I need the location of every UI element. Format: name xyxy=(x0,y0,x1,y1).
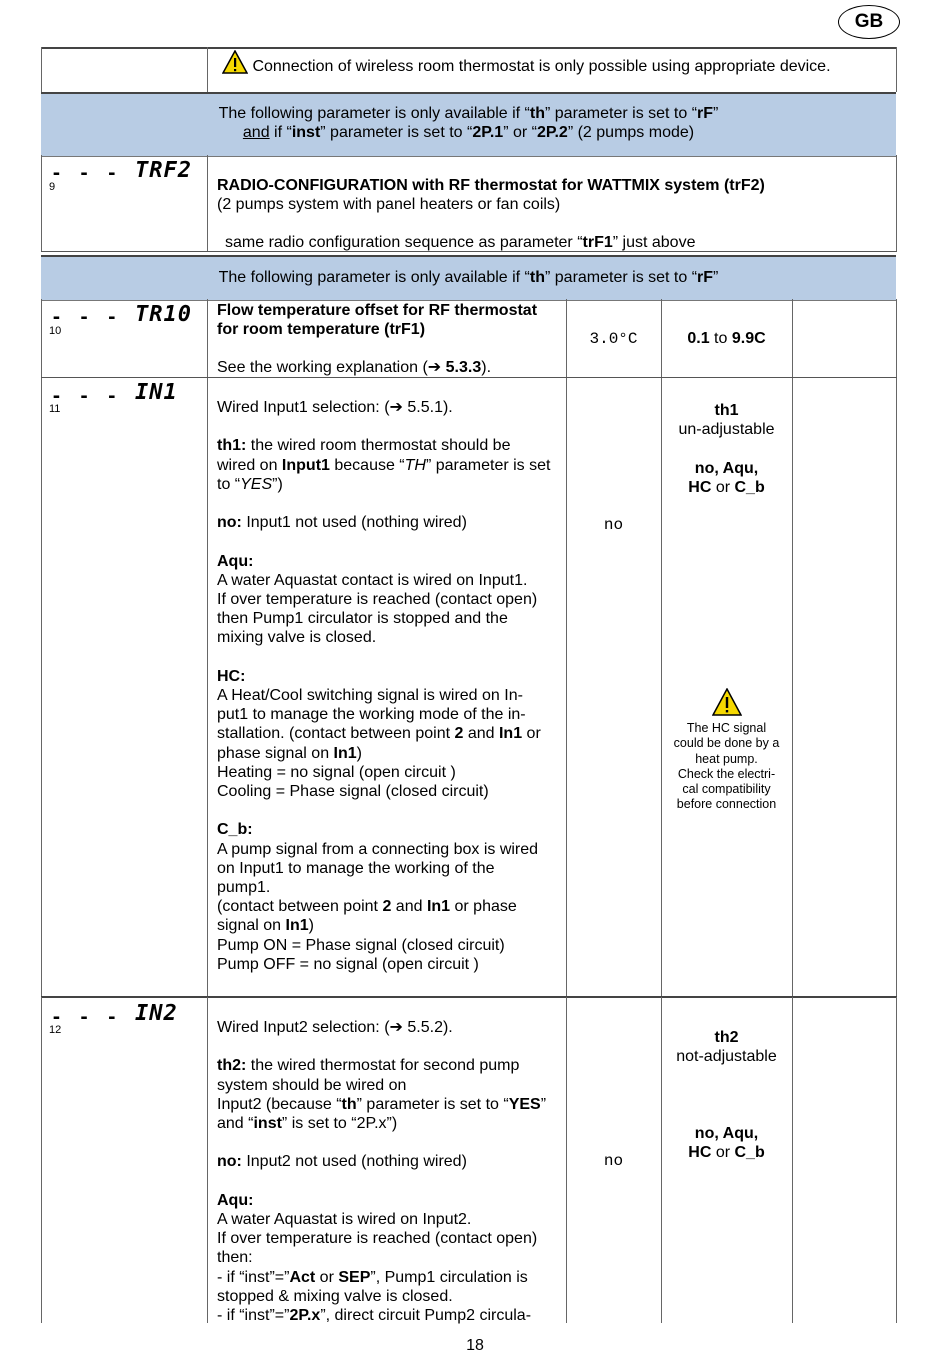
divider xyxy=(792,378,793,996)
divider xyxy=(896,997,897,1323)
row12-description: Wired Input2 selection: (➔ 5.5.2). th2: the wired thermostat for second pump system should be wired on Input2 (because “th” parameter is set to “YES” and “inst” is set to “2P.x”) no: Input2 not used (nothing wired) Aqu: A water Aquastat is wired on Input2. If over temperature is reached (contact open) then: - if “inst”=”Act or SEP”, Pump1 circulation is stopped & mixing valve is closed. - if “inst”=”2P.x”, direct circuit Pump2 circula- xyxy=(217,1019,547,1324)
param-number: 10 xyxy=(49,325,62,337)
param-code: IN2 xyxy=(135,1001,178,1026)
divider xyxy=(566,378,567,996)
divider xyxy=(207,47,208,92)
row11-description: Wired Input1 selection: (➔ 5.5.1). th1: the wired room thermostat should be wired on Input1 because “TH” parameter is set to “YES”) no: Input1 not used (nothing wired) Aqu: A water Aquastat contact is wired on Input1. If over temperature is reached (contact open) then Pump1 circulator is stopped and the mixing valve is closed. HC: A Heat/Cool switching signal is wired on In- put1 to manage the working mode of the in- stallation. (contact between point 2 and In1 or phase signal on In1) Heating = no signal (open circuit ) Cooling = Phase signal (closed circuit) C_b: A pump signal from a connecting box is wired on Input1 to manage the working of the pump1. (contact between point 2 and In1 or phase signal on In1) Pump ON = Phase signal (closed circuit) Pump OFF = no signal (open circuit ) xyxy=(217,399,551,973)
divider xyxy=(896,47,897,92)
row9-description: RADIO-CONFIGURATION with RF thermostat for WATTMIX system (trF2) (2 pumps system with panel heaters or fan coils) xyxy=(217,177,765,214)
divider xyxy=(41,378,42,996)
divider xyxy=(207,155,208,252)
divider xyxy=(41,155,42,252)
param-dashes: - - - xyxy=(51,307,121,328)
row12-range: th2 not-adjustable no, Aqu, HC or C_b xyxy=(676,1029,777,1162)
divider xyxy=(207,299,208,377)
row10-range: 0.1 to 9.9C xyxy=(687,330,766,347)
page-number: 18 xyxy=(466,1337,484,1354)
divider xyxy=(896,155,897,252)
language-badge: GB xyxy=(838,5,900,39)
param-code: TR10 xyxy=(135,302,192,327)
warning-icon xyxy=(712,688,742,716)
row10-description: Flow temperature offset for RF thermostat for room temperature (trF1) See the working explanation (➔ 5.3.3). xyxy=(217,302,538,377)
divider xyxy=(41,47,42,92)
param-number: 9 xyxy=(49,181,56,193)
param-dashes: - - - xyxy=(51,1007,121,1028)
condition-banner-text: The following parameter is only available if “th” parameter is set to “rF” xyxy=(218,269,719,286)
divider xyxy=(41,47,897,49)
param-number: 11 xyxy=(49,403,61,415)
warning-icon xyxy=(222,50,248,74)
row9-note: same radio configuration sequence as parameter “trF1” just above xyxy=(225,234,696,251)
divider xyxy=(207,997,208,1323)
row10-default: 3.0°C xyxy=(589,330,638,348)
divider xyxy=(896,378,897,996)
hc-warning-note: The HC signal could be done by a heat pump. Check the electri- cal compatibility before connection xyxy=(661,688,792,813)
divider xyxy=(41,996,897,998)
divider xyxy=(207,378,208,996)
param-code: TRF2 xyxy=(135,158,192,183)
row12-default: no xyxy=(603,1152,624,1170)
divider xyxy=(792,997,793,1323)
wireless-warning: Connection of wireless room thermostat is only possible using appropriate device. xyxy=(222,50,831,76)
divider xyxy=(41,997,42,1323)
divider xyxy=(41,299,42,377)
row11-range: th1 un-adjustable no, Aqu, HC or C_b xyxy=(678,402,775,496)
param-number: 12 xyxy=(49,1024,62,1036)
row11-default: no xyxy=(603,516,624,534)
param-code: IN1 xyxy=(135,380,178,405)
divider xyxy=(896,299,897,377)
condition-banner-text: The following parameter is only available if “th” parameter is set to “rF” and if “inst” parameter is set to “2P.1” or “2P.2” (2 pumps mode) xyxy=(218,105,719,141)
divider xyxy=(792,299,793,377)
param-dashes: - - - xyxy=(51,163,121,184)
param-dashes: - - - xyxy=(51,386,121,407)
